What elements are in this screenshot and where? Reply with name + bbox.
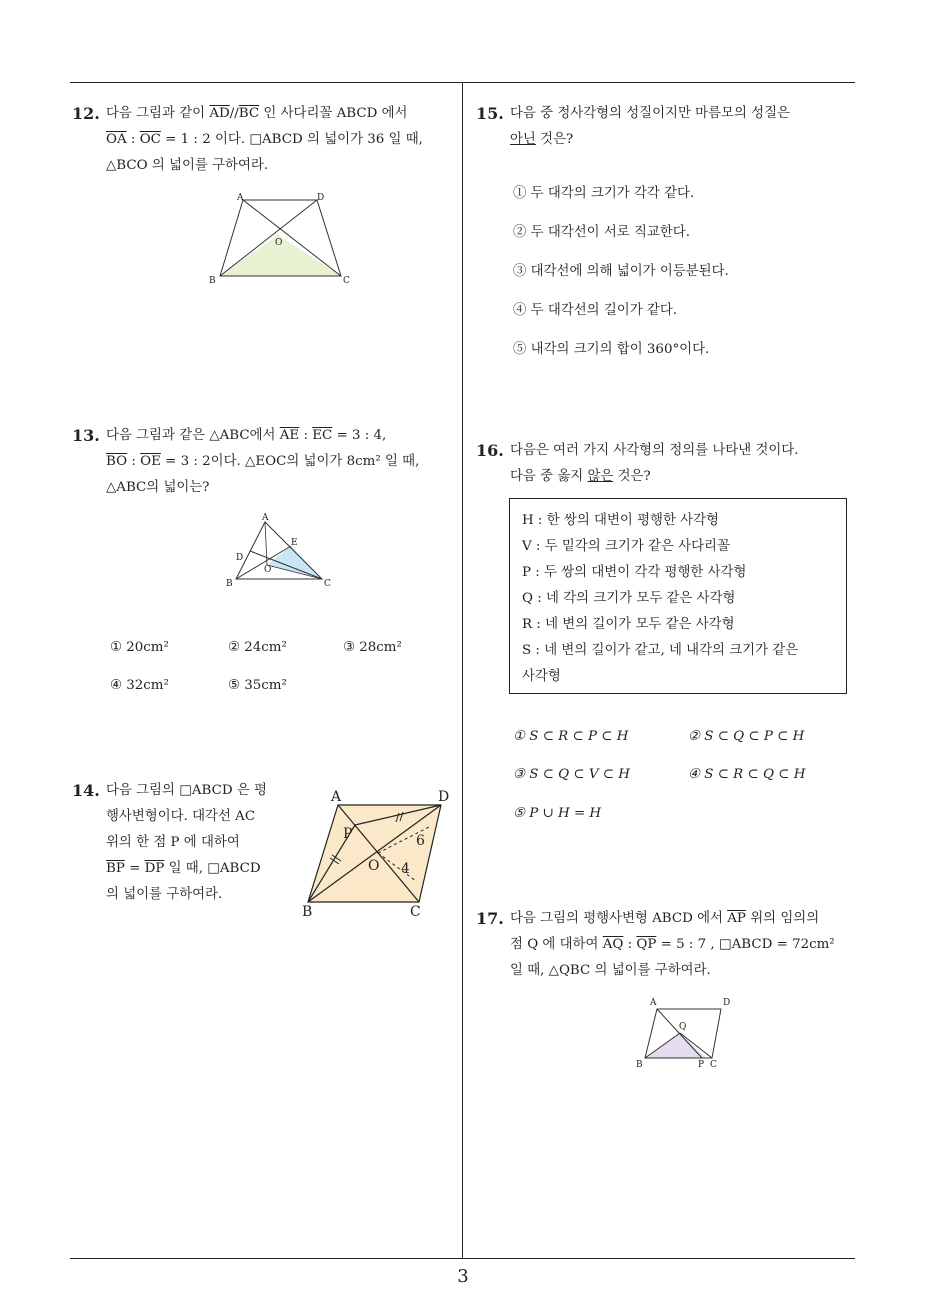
label-b: B <box>302 904 313 920</box>
label-a: A <box>262 513 269 523</box>
label-c: C <box>324 579 331 589</box>
option-5[interactable]: ⑤ 35cm² <box>228 678 287 693</box>
option-3[interactable]: ③ S ⊂ Q ⊂ V ⊂ H <box>513 767 630 782</box>
question-text: 다음 그림과 같이 $\overline{AD}//\overline{BC}$ 인 사다리꼴 ABCD 에서 $\overline{OA}$ : $\overline{OC} = 1$ : 2 이다. □ABCD 의 넓이가 36 일 때, △BCO 의 넓이를 구하여라. <box>106 106 423 173</box>
label-c: C <box>343 276 350 286</box>
option-5[interactable]: ⑤ P ∪ H = H <box>513 806 602 821</box>
label-d: D <box>438 789 450 805</box>
label-d: D <box>317 193 325 203</box>
option-4[interactable]: ④ 32cm² <box>110 678 169 693</box>
label-a: A <box>331 789 342 805</box>
label-c: C <box>410 904 421 920</box>
option-4[interactable]: ④ S ⊂ R ⊂ Q ⊂ H <box>688 767 806 782</box>
segment-ao <box>265 522 267 565</box>
label-four: 4 <box>401 861 410 877</box>
trapezoid-figure <box>205 190 355 290</box>
definition-q: Q : 네 각의 크기가 모두 같은 사각형 <box>522 591 736 606</box>
option-1[interactable]: ① 두 대각의 크기가 각각 같다. <box>513 186 695 201</box>
option-3[interactable]: ③ 대각선에 의해 넓이가 이등분된다. <box>513 264 729 279</box>
option-1[interactable]: ① S ⊂ R ⊂ P ⊂ H <box>513 729 629 744</box>
question-number: 17. <box>476 909 504 928</box>
label-a: A <box>237 193 244 203</box>
option-2[interactable]: ② S ⊂ Q ⊂ P ⊂ H <box>688 729 805 744</box>
definition-v: V : 두 밑각의 크기가 같은 사다리꼴 <box>522 539 730 554</box>
label-o: O <box>275 238 283 248</box>
label-p: P <box>343 826 353 842</box>
label-d: D <box>723 998 731 1008</box>
option-1[interactable]: ① 20cm² <box>110 640 169 655</box>
label-e: E <box>291 538 298 548</box>
label-p: P <box>698 1060 705 1070</box>
option-5[interactable]: ⑤ 내각의 크기의 합이 360°이다. <box>513 342 710 357</box>
option-3[interactable]: ③ 28cm² <box>343 640 402 655</box>
question-text: 다음 그림과 같은 △ABC에서 $\overline{AE}$ : $\overline{EC} = 3$ : 4, $\overline{BO}$ : $\overline{OE} = 3$ : 2이다. △EOC의 넓이가 8cm² 일 때, △ABC의 넓이는? <box>106 428 420 495</box>
label-c: C <box>710 1060 717 1070</box>
definition-s-cont: 사각형 <box>522 669 561 684</box>
page-number: 3 <box>457 1266 469 1287</box>
question-text: 다음 중 정사각형의 성질이지만 마름모의 성질은 아닌 것은? <box>510 106 790 147</box>
label-six: 6 <box>416 833 425 849</box>
question-number: 16. <box>476 441 504 460</box>
label-a: A <box>650 998 657 1008</box>
label-b: B <box>226 579 233 589</box>
definition-r: R : 네 변의 길이가 모두 같은 사각형 <box>522 617 735 632</box>
question-number: 14. <box>72 781 100 800</box>
option-4[interactable]: ④ 두 대각선의 길이가 같다. <box>513 303 678 318</box>
bottom-rule <box>70 1258 855 1259</box>
label-d: D <box>236 553 244 563</box>
label-o: O <box>264 565 272 575</box>
triangle-figure <box>225 510 340 595</box>
option-2[interactable]: ② 24cm² <box>228 640 287 655</box>
parallelogram-figure <box>298 786 463 921</box>
question-number: 12. <box>72 104 100 123</box>
label-q: Q <box>679 1022 687 1032</box>
parallelogram-figure <box>630 993 745 1073</box>
question-text: 다음은 여러 가지 사각형의 정의를 나타낸 것이다. 다음 중 옳지 않은 것은? <box>510 443 799 484</box>
option-2[interactable]: ② 두 대각선이 서로 직교한다. <box>513 225 690 240</box>
question-number: 15. <box>476 104 504 123</box>
definition-s: S : 네 변의 길이가 같고, 네 내각의 크기가 같은 <box>522 643 799 658</box>
label-b: B <box>209 276 216 286</box>
question-text: 다음 그림의 평행사변형 ABCD 에서 $\overline{AP}$ 위의 임의의 점 Q 에 대하여 $\overline{AQ}$ : $\overline{QP} = 5$ : 7 , □ABCD = 72cm² 일 때, △QBC 의 넓이를 구하여라. <box>510 911 835 978</box>
question-text: 다음 그림의 □ABCD 은 평 행사변형이다. 대각선 AC 위의 한 점 P 에 대하여 $\overline{BP} = \overline{DP}$ 일 때, □ABCD 의 넓이를 구하여라. <box>106 783 267 902</box>
question-number: 13. <box>72 426 100 445</box>
definition-h: H : 한 쌍의 대변이 평행한 사각형 <box>522 513 719 528</box>
label-b: B <box>636 1060 643 1070</box>
definition-p: P : 두 쌍의 대변이 각각 평행한 사각형 <box>522 565 747 580</box>
label-o: O <box>368 858 380 874</box>
column-divider <box>462 82 463 1258</box>
